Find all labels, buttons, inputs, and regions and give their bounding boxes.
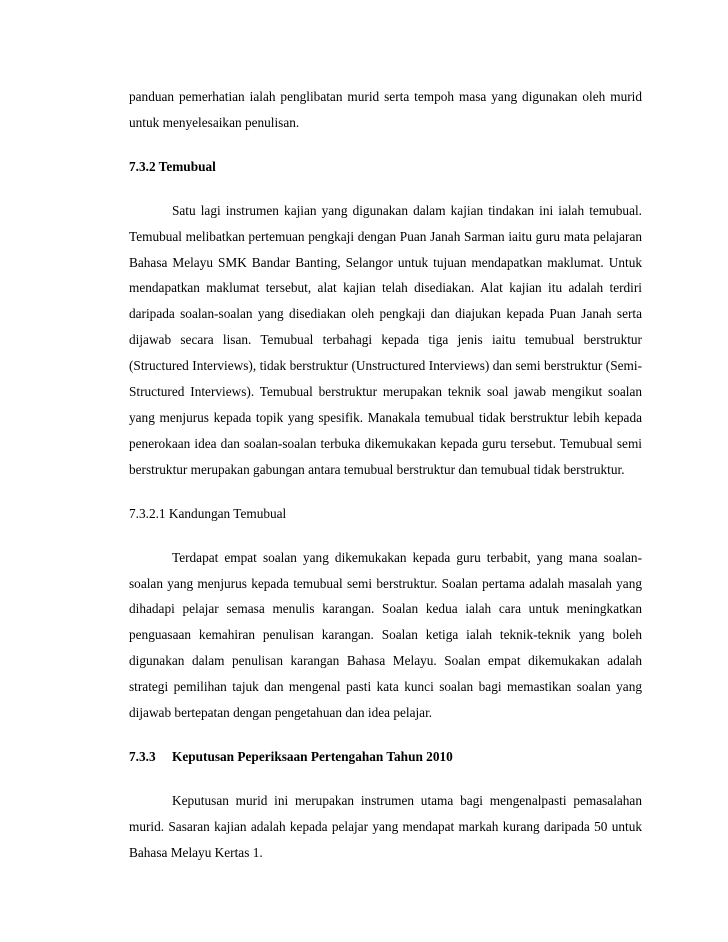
- heading-keputusan-peperiksaan: [129, 744, 642, 770]
- paragraph-temubual: Satu lagi instrumen kajian yang digunakan dalam kajian tindakan ini ialah temubual. Temubual melibatkan pertemuan pengkaji dengan Puan Janah Sarman iaitu guru mata pelajaran Bahasa Melayu SMK Bandar Banting, Selangor untuk tujuan mendapatkan maklumat. Untuk mendapatkan maklumat tersebut, alat kajian telah disediakan. Alat kajian itu adalah terdiri daripada soalan-soalan yang disediakan oleh pengkaji dan diajukan kepada Puan Janah serta dijawab secara lisan. Temubual terbahagi kepada tiga jenis iaitu temubual berstruktur (Structured Interviews), tidak berstruktur (Unstructured Interviews) dan semi berstruktur (Semi-Structured Interviews). Temubual berstruktur merupakan teknik soal jawab mengikut soalan yang menjurus kepada topik yang spesifik. Manakala temubual tidak berstruktur lebih kepada penerokaan idea dan soalan-soalan terbuka dikemukakan kepada guru tersebut. Temubual semi berstruktur merupakan gabungan antara temubual berstruktur dan temubual tidak berstruktur.: [129, 202, 642, 477]
- heading-number: 7.3.3: [129, 748, 156, 764]
- document-page: [129, 84, 642, 866]
- paragraph-intro: panduan pemerhatian ialah penglibatan murid serta tempoh masa yang digunakan oleh murid untuk menyelesaikan penulisan.: [129, 89, 642, 130]
- heading-kandungan-temubual: 7.3.2.1 Kandungan Temubual: [129, 505, 287, 521]
- heading-temubual: 7.3.2 Temubual: [129, 158, 216, 174]
- paragraph-kandungan-temubual: Terdapat empat soalan yang dikemukakan kepada guru terbabit, yang mana soalan-soalan yang menjurus kepada temubual semi berstruktur. Soalan pertama adalah masalah yang dihadapi pelajar semasa menulis karangan. Soalan kedua ialah cara untuk meningkatkan penguasaan kemahiran penulisan karangan. Soalan ketiga ialah teknik-teknik yang boleh digunakan dalam penulisan karangan Bahasa Melayu. Soalan empat dikemukakan adalah strategi pemilihan tajuk dan mengenal pasti kata kunci soalan bagi memastikan soalan yang dijawab bertepatan dengan pengetahuan dan idea pelajar.: [129, 549, 642, 721]
- heading-title: Keputusan Peperiksaan Pertengahan Tahun 2010: [172, 748, 453, 764]
- paragraph-keputusan-peperiksaan: Keputusan murid ini merupakan instrumen utama bagi mengenalpasti pemasalahan murid. Sasaran kajian adalah kepada pelajar yang mendapat markah kurang daripada 50 untuk Bahasa Melayu Kertas 1.: [129, 792, 642, 860]
